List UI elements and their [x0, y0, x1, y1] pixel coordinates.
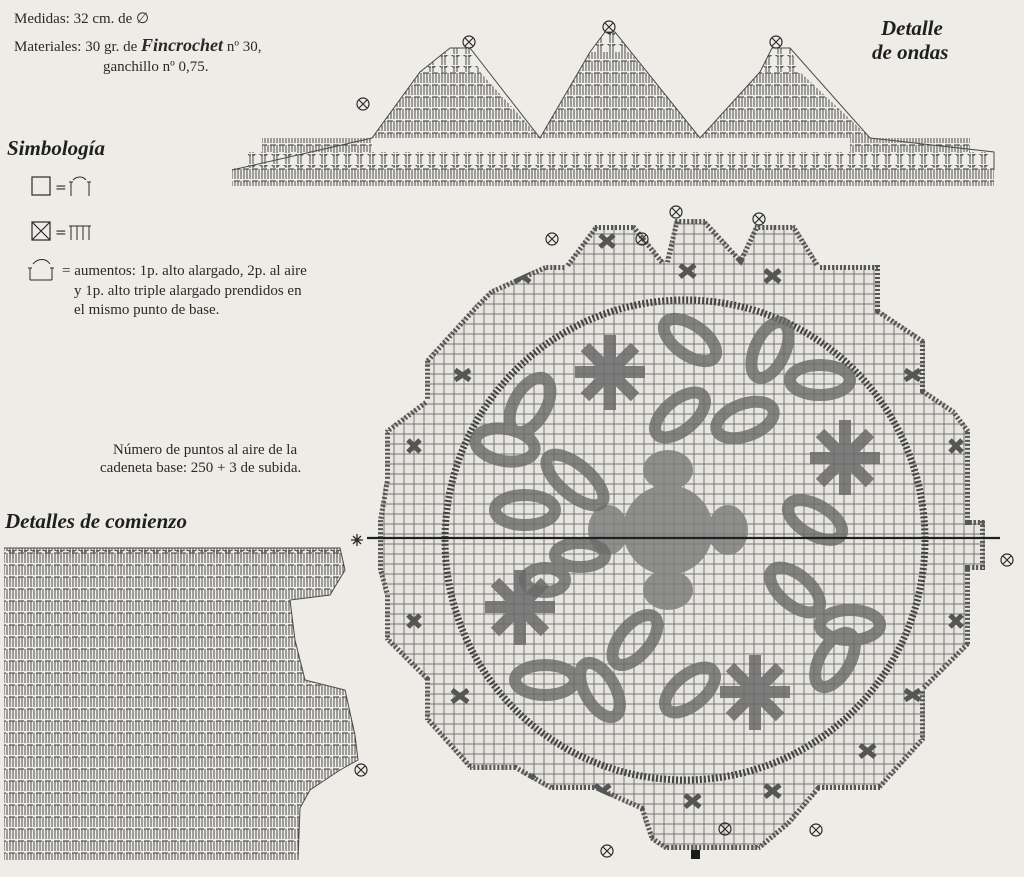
cadeneta-note-1: Número de puntos al aire de la — [113, 442, 298, 458]
crossed-circle-icon — [355, 764, 367, 776]
doily-chart — [367, 210, 1000, 860]
cadeneta-note-2: cadeneta base: 250 + 3 de subida. — [100, 460, 302, 476]
ganchillo-text: ganchillo nº 0,75. — [103, 59, 209, 75]
svg-text:=: = — [55, 180, 67, 196]
legend-aumentos-1: = aumentos: 1p. alto alargado, 2p. al aire — [62, 263, 307, 279]
detalle-ondas-title-2: de ondas — [872, 40, 949, 64]
materiales-suffix: nº 30, — [223, 39, 262, 55]
open-mesh-symbol — [32, 177, 91, 196]
filled-square-icon — [691, 850, 700, 859]
detalle-ondas-title-1: Detalle — [881, 16, 943, 40]
asterisk-icon — [351, 534, 363, 546]
legend-aumentos-3: el mismo punto de base. — [74, 302, 220, 318]
start-detail-chart — [4, 548, 358, 860]
svg-text:=: = — [55, 225, 67, 241]
detalles-comienzo-title: Detalles de comienzo — [5, 509, 187, 533]
materiales-prefix: Materiales: 30 gr. de — [14, 39, 142, 55]
wave-detail-chart — [232, 32, 994, 186]
filled-block-symbol — [32, 222, 91, 241]
medidas-text: Medidas: 32 cm. de ∅ — [14, 11, 150, 27]
brand-name: Fincrochet — [141, 35, 224, 55]
increase-symbol — [28, 260, 54, 281]
legend-aumentos-2: y 1p. alto triple alargado prendidos en — [74, 283, 302, 299]
simbologia-title: Simbología — [7, 136, 106, 160]
